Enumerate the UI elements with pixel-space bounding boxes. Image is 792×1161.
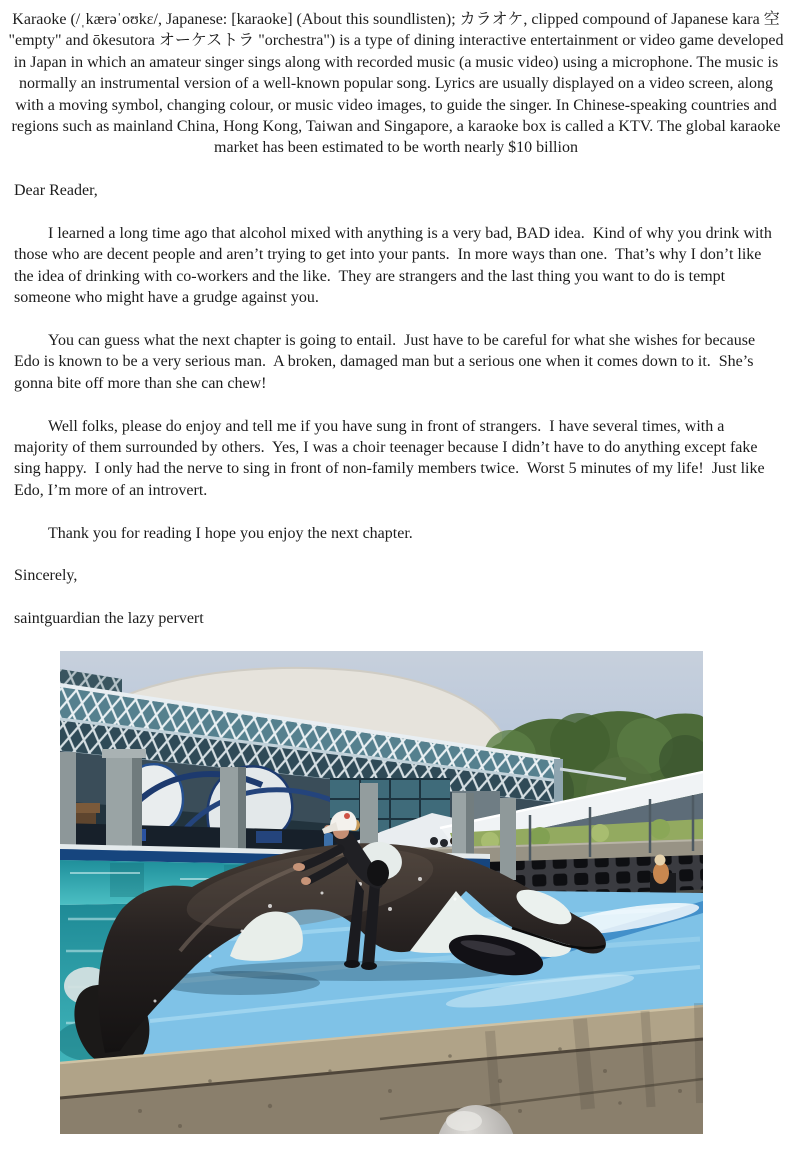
letter	[0, 180, 792, 629]
letter-paragraph: Thank you for reading I hope you enjoy the next chapter.	[48, 524, 413, 542]
intro-paragraph: Karaoke (/ˌkærəˈoʊkɛ/, Japanese: [karaoke] (About this soundlisten); カラオケ, clipped compound of Japanese kara 空 "empty" and ōkesutora オーケストラ "orchestra") is a type of dining interactive entertainment or video game developed in Japan in which an amateur singer sings along with recorded music (a music video) using a microphone. The music is normally an instrumental version of a well-known popular song. Lyrics are usually displayed on a video screen, along with a moving symbol, changing colour, or music video images, to guide the singer. In Chinese-speaking countries and regions such as mainland China, Hong Kong, Taiwan and Singapore, a karaoke box is called a KTV. The global karaoke market has been estimated to be worth nearly $10 billion	[8, 11, 788, 157]
orca-show-photo	[60, 651, 703, 1134]
letter-signature: saintguardian the lazy pervert	[14, 610, 204, 628]
letter-paragraph: I learned a long time ago that alcohol mixed with anything is a very bad, BAD idea. Kind of why you drink with those who are decent people and aren’t trying to get into your pants. In more ways than one. That’s why I don’t like the idea of drinking with co-workers and the like. They are strangers and the last thing you want to do is tempt someone who might have a grudge against you.	[14, 225, 776, 307]
post-page	[0, 9, 792, 1134]
letter-paragraph: Well folks, please do enjoy and tell me if you have sung in front of strangers. I have several times, with a majority of them surrounded by others. Yes, I was a choir teenager because I didn’t have to do anything except fake sing happy. I only had the nerve to sing in front of non-family members twice. Worst 5 minutes of my life! Just like Edo, I’m more of an introvert.	[14, 417, 769, 499]
trainer-hand	[293, 863, 305, 871]
waist-pouch	[367, 860, 389, 886]
letter-greeting: Dear Reader,	[14, 182, 98, 200]
letter-closing: Sincerely,	[14, 567, 78, 585]
letter-paragraph: You can guess what the next chapter is going to entail. Just have to be careful for what she wishes for because Edo is known to be a very serious man. A broken, damaged man but a serious one when it comes down to it. She’s gonna bite off more than she can chew!	[14, 332, 760, 392]
